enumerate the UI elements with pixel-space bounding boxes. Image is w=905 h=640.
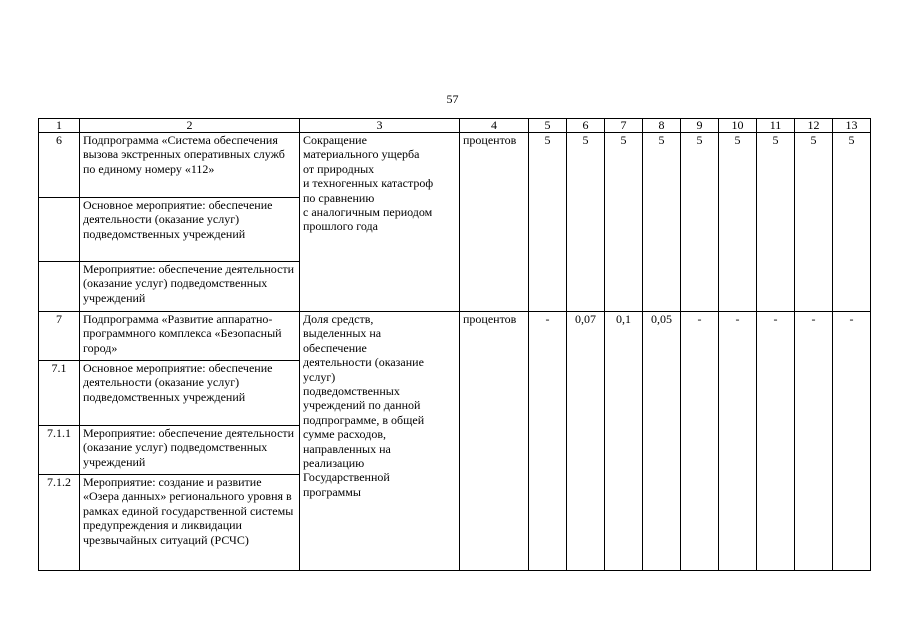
activity-text: Мероприятие: обеспечение деятельности (оказание услуг) подведомственных учреждений: [80, 426, 300, 475]
table-row: [39, 133, 871, 198]
header-cell: 13: [833, 119, 871, 133]
table-row: [39, 312, 871, 361]
value-cell: -: [719, 312, 757, 571]
value-cell: 5: [719, 133, 757, 312]
header-cell: 11: [757, 119, 795, 133]
value-cell: 5: [643, 133, 681, 312]
header-cell: 8: [643, 119, 681, 133]
activity-text: Мероприятие: обеспечение деятельности (оказание услуг) подведомственных учреждений: [80, 262, 300, 312]
header-cell: 9: [681, 119, 719, 133]
header-cell: 5: [529, 119, 567, 133]
indicator-text: Сокращение материального ущерба от природных и техногенных катастроф по сравнению с аналогичным периодом прошлого года: [300, 133, 460, 312]
header-cell: 2: [80, 119, 300, 133]
row-number: 7.1: [39, 361, 80, 426]
value-cell: 5: [757, 133, 795, 312]
value-cell: -: [529, 312, 567, 571]
value-cell: 5: [681, 133, 719, 312]
value-cell: 0,1: [605, 312, 643, 571]
header-cell: 3: [300, 119, 460, 133]
value-cell: 5: [567, 133, 605, 312]
value-cell: 5: [795, 133, 833, 312]
indicator-text: Доля средств, выделенных на обеспечение деятельности (оказание услуг) подведомственных учреждений по данной подпрограмме, в общей сумме расходов, направленных на реализацию Государственной программы: [300, 312, 460, 571]
value-cell: -: [681, 312, 719, 571]
unit-cell: процентов: [460, 312, 529, 571]
row-number: [39, 262, 80, 312]
header-cell: 6: [567, 119, 605, 133]
row-number: 7.1.1: [39, 426, 80, 475]
header-cell: 10: [719, 119, 757, 133]
header-cell: 12: [795, 119, 833, 133]
row-number: 7: [39, 312, 80, 361]
activity-text: Основное мероприятие: обеспечение деятельности (оказание услуг) подведомственных учреждений: [80, 198, 300, 262]
header-cell: 4: [460, 119, 529, 133]
program-title: Подпрограмма «Системa обеспечения вызова экстренных оперативных служб по единому номеру «112»: [80, 133, 300, 198]
value-cell: 5: [605, 133, 643, 312]
value-cell: -: [795, 312, 833, 571]
value-cell: 5: [833, 133, 871, 312]
activity-text: Основное мероприятие: обеспечение деятельности (оказание услуг) подведомственных учреждений: [80, 361, 300, 426]
value-cell: 0,07: [567, 312, 605, 571]
unit-cell: процентов: [460, 133, 529, 312]
page-number: 57: [446, 92, 459, 106]
value-cell: 5: [529, 133, 567, 312]
program-title: Подпрограмма «Развитие аппаратно-программного комплекса «Безопасный город»: [80, 312, 300, 361]
header-cell: 7: [605, 119, 643, 133]
header-row: [39, 119, 871, 133]
header-cell: 1: [39, 119, 80, 133]
value-cell: 0,05: [643, 312, 681, 571]
row-number: [39, 198, 80, 262]
row-number: 7.1.2: [39, 475, 80, 571]
value-cell: -: [757, 312, 795, 571]
activity-text: Мероприятие: создание и развитие «Озера данных» регионального уровня в рамках единой государственной системы предупреждения и ликвидации чрезвычайных ситуаций (РСЧС): [80, 475, 300, 571]
value-cell: -: [833, 312, 871, 571]
indicators-table: [38, 118, 871, 571]
row-number: 6: [39, 133, 80, 198]
